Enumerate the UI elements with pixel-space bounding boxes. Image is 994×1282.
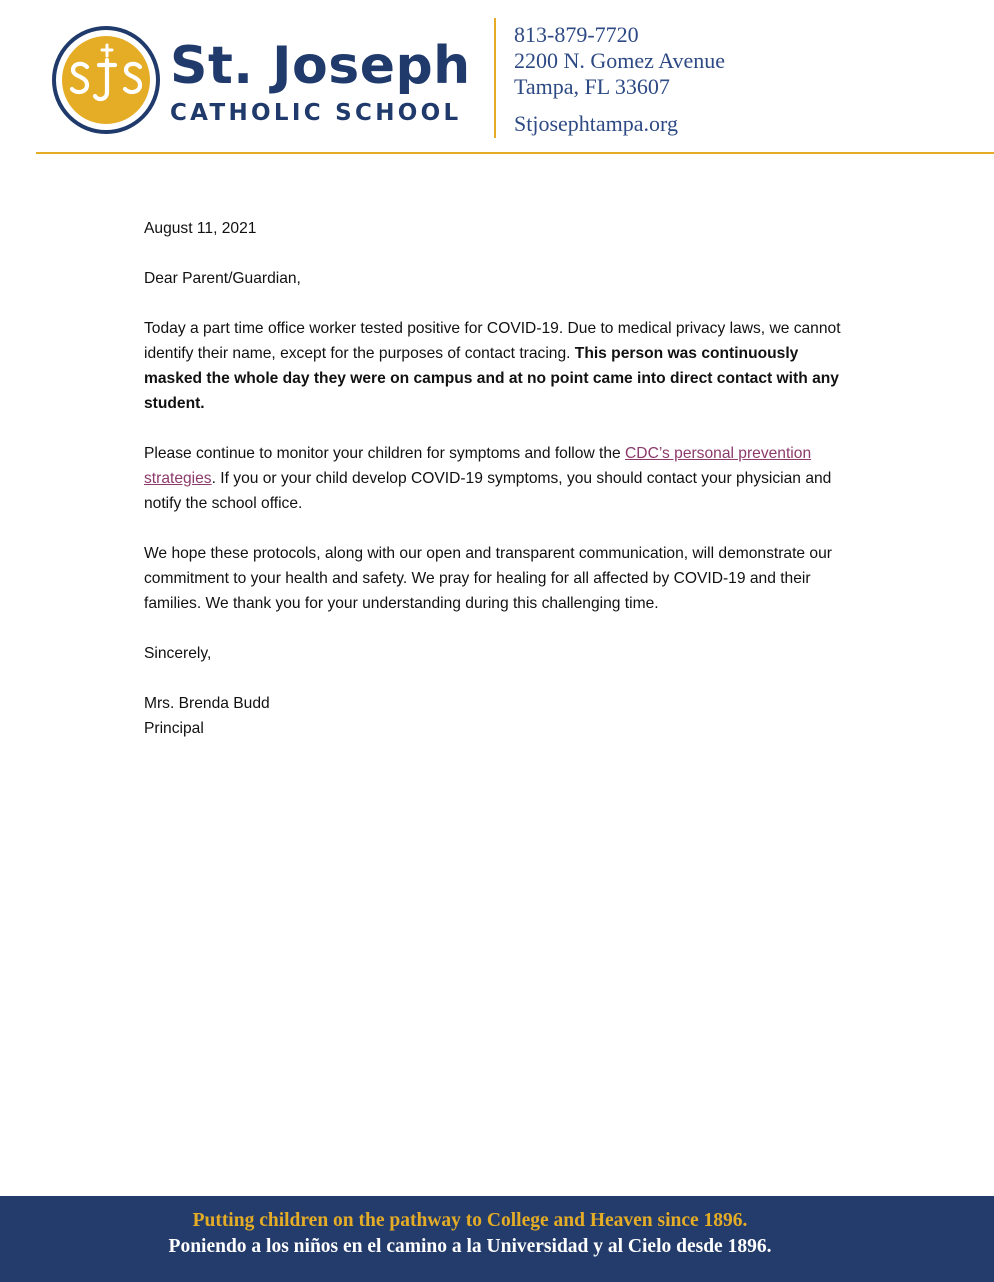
letterhead (0, 0, 994, 160)
monitor-text-before: Please continue to monitor your children for symptoms and follow the (144, 445, 626, 462)
school-name: St. Joseph (170, 36, 471, 96)
cdc-prevention-link[interactable]: CDC’s personal prevention strategies (144, 445, 812, 487)
school-logo-seal (52, 26, 160, 134)
letter-footer (0, 1196, 994, 1282)
footer-motto-spanish: Poniendo a los niños en el camino a la Universidad y al Cielo desde 1896. (168, 1236, 772, 1257)
school-phone: 813-879-7720 (514, 22, 639, 47)
school-street-address: 2200 N. Gomez Avenue (514, 48, 725, 73)
school-subtitle: CATHOLIC SCHOOL (170, 100, 462, 126)
header-divider (494, 18, 496, 138)
letter-date: August 11, 2021 (144, 220, 257, 237)
letter-closing: Sincerely, (144, 645, 212, 662)
header-rule (36, 152, 994, 154)
footer-motto-english: Putting children on the pathway to College and Heaven since 1896. (192, 1210, 748, 1231)
letter-salutation: Dear Parent/Guardian, (144, 270, 301, 287)
signature-title: Principal (144, 720, 204, 737)
signature-name: Mrs. Brenda Budd (144, 695, 270, 712)
covid-notice-bold-text: This person was continuously masked the whole day they were on campus and at no point came into direct contact with any student. (144, 345, 839, 412)
paragraph-monitor-symptoms (144, 441, 850, 516)
monitor-text-after: . If you or your child develop COVID-19 symptoms, you should contact your physician and notify the school office. (144, 470, 832, 512)
school-city-address: Tampa, FL 33607 (514, 74, 670, 99)
covid-notice-text: Today a part time office worker tested positive for COVID-19. Due to medical privacy laws, we cannot identify their name, except for the purposes of contact tracing. (144, 320, 841, 362)
letter-body (144, 216, 850, 741)
paragraph-commitment: We hope these protocols, along with our open and transparent communication, will demonstrate our commitment to your health and safety. We pray for healing for all affected by COVID-19 and their families. We thank you for your understanding during this challenging time. (144, 545, 832, 612)
paragraph-covid-notice (144, 316, 850, 416)
school-website: Stjosephtampa.org (514, 111, 678, 136)
